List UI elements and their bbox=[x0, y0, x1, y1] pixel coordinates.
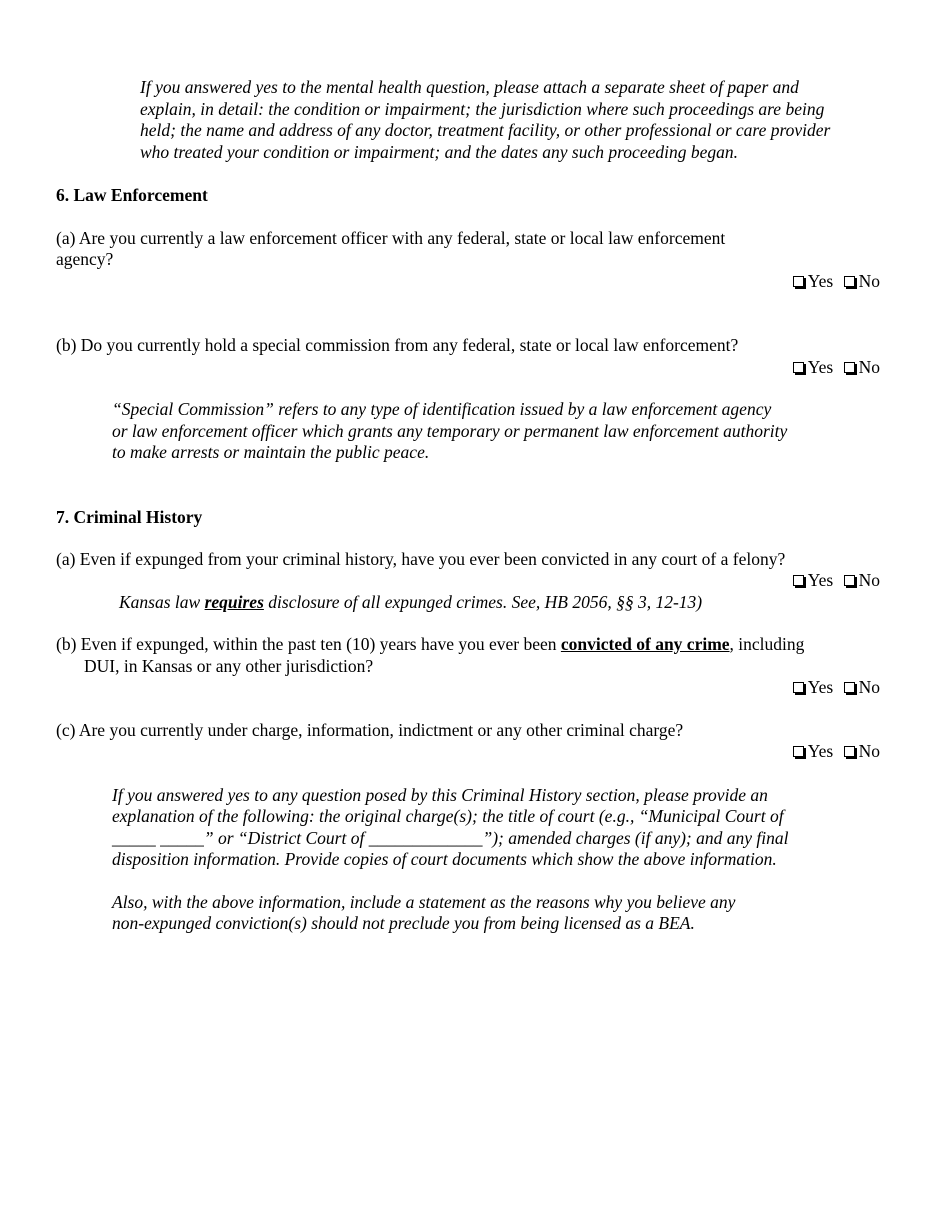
answer-6a bbox=[793, 271, 880, 293]
no-option-6a[interactable]: No bbox=[844, 271, 880, 292]
checkbox-icon[interactable] bbox=[844, 276, 855, 287]
answer-7a bbox=[793, 570, 880, 592]
note-line: Also, with the above information, include a statement as the reasons why you believe any bbox=[112, 892, 736, 912]
no-option-7a[interactable]: No bbox=[844, 570, 880, 591]
question-7b-line2: DUI, in Kansas or any other jurisdiction? bbox=[84, 656, 374, 676]
checkbox-icon[interactable] bbox=[793, 276, 804, 287]
note-line: or law enforcement officer which grants any temporary or permanent law enforcement authority bbox=[112, 421, 788, 441]
question-7c-line1: (c) Are you currently under charge, information, indictment or any other criminal charge? bbox=[56, 720, 684, 740]
checkbox-icon[interactable] bbox=[844, 575, 855, 586]
note-line: who treated your condition or impairment; and the dates any such proceeding began. bbox=[140, 142, 738, 162]
kansas-law-note: Kansas law requires disclosure of all expunged crimes. See, HB 2056, §§ 3, 12-13) bbox=[119, 592, 703, 612]
no-option-7c[interactable]: No bbox=[844, 741, 880, 762]
checkbox-icon[interactable] bbox=[793, 575, 804, 586]
answer-6b bbox=[793, 357, 880, 379]
note-line: to make arrests or maintain the public peace. bbox=[112, 442, 430, 462]
convicted-emphasis: convicted of any crime bbox=[560, 634, 730, 654]
note-line: disposition information. Provide copies of court documents which show the above information. bbox=[112, 849, 777, 869]
note-line: “Special Commission” refers to any type of identification issued by a law enforcement agency bbox=[112, 399, 772, 419]
yes-option-6a[interactable]: Yes bbox=[793, 271, 833, 292]
checkbox-icon[interactable] bbox=[844, 362, 855, 373]
yes-option-7b[interactable]: Yes bbox=[793, 677, 833, 698]
question-7b-line1: (b) Even if expunged, within the past ten (10) years have you ever been convicted of any crime, including bbox=[56, 634, 805, 654]
yes-option-7a[interactable]: Yes bbox=[793, 570, 833, 591]
requires-emphasis: requires bbox=[204, 592, 264, 612]
question-6b-line1: (b) Do you currently hold a special commission from any federal, state or local law enforcement? bbox=[56, 335, 739, 355]
note-line: explain, in detail: the condition or impairment; the jurisdiction where such proceedings are being bbox=[140, 99, 825, 119]
note-line: held; the name and address of any doctor, treatment facility, or other professional or care provider bbox=[140, 120, 831, 140]
section-6-title: 6. Law Enforcement bbox=[56, 185, 208, 205]
no-option-6b[interactable]: No bbox=[844, 357, 880, 378]
question-6a-line2: agency? bbox=[56, 249, 114, 269]
no-option-7b[interactable]: No bbox=[844, 677, 880, 698]
yes-option-7c[interactable]: Yes bbox=[793, 741, 833, 762]
checkbox-icon[interactable] bbox=[793, 362, 804, 373]
yes-option-6b[interactable]: Yes bbox=[793, 357, 833, 378]
question-7a-line1: (a) Even if expunged from your criminal history, have you ever been convicted in any court of a felony? bbox=[56, 549, 786, 569]
checkbox-icon[interactable] bbox=[793, 746, 804, 757]
checkbox-icon[interactable] bbox=[844, 682, 855, 693]
note-line: If you answered yes to any question posed by this Criminal History section, please provide an bbox=[112, 785, 768, 805]
note-line: _____ _____” or “District Court of _____________”); amended charges (if any); and any final bbox=[112, 828, 789, 848]
checkbox-icon[interactable] bbox=[844, 746, 855, 757]
section-7-title: 7. Criminal History bbox=[56, 507, 203, 527]
question-6a-line1: (a) Are you currently a law enforcement officer with any federal, state or local law enforcement bbox=[56, 228, 726, 248]
note-line: If you answered yes to the mental health question, please attach a separate sheet of paper and bbox=[140, 77, 799, 97]
answer-7c bbox=[793, 741, 880, 763]
note-line: explanation of the following: the original charge(s); the title of court (e.g., “Municipal Court of bbox=[112, 806, 784, 826]
checkbox-icon[interactable] bbox=[793, 682, 804, 693]
note-line: non-expunged conviction(s) should not preclude you from being licensed as a BEA. bbox=[112, 913, 695, 933]
answer-7b bbox=[793, 677, 880, 699]
